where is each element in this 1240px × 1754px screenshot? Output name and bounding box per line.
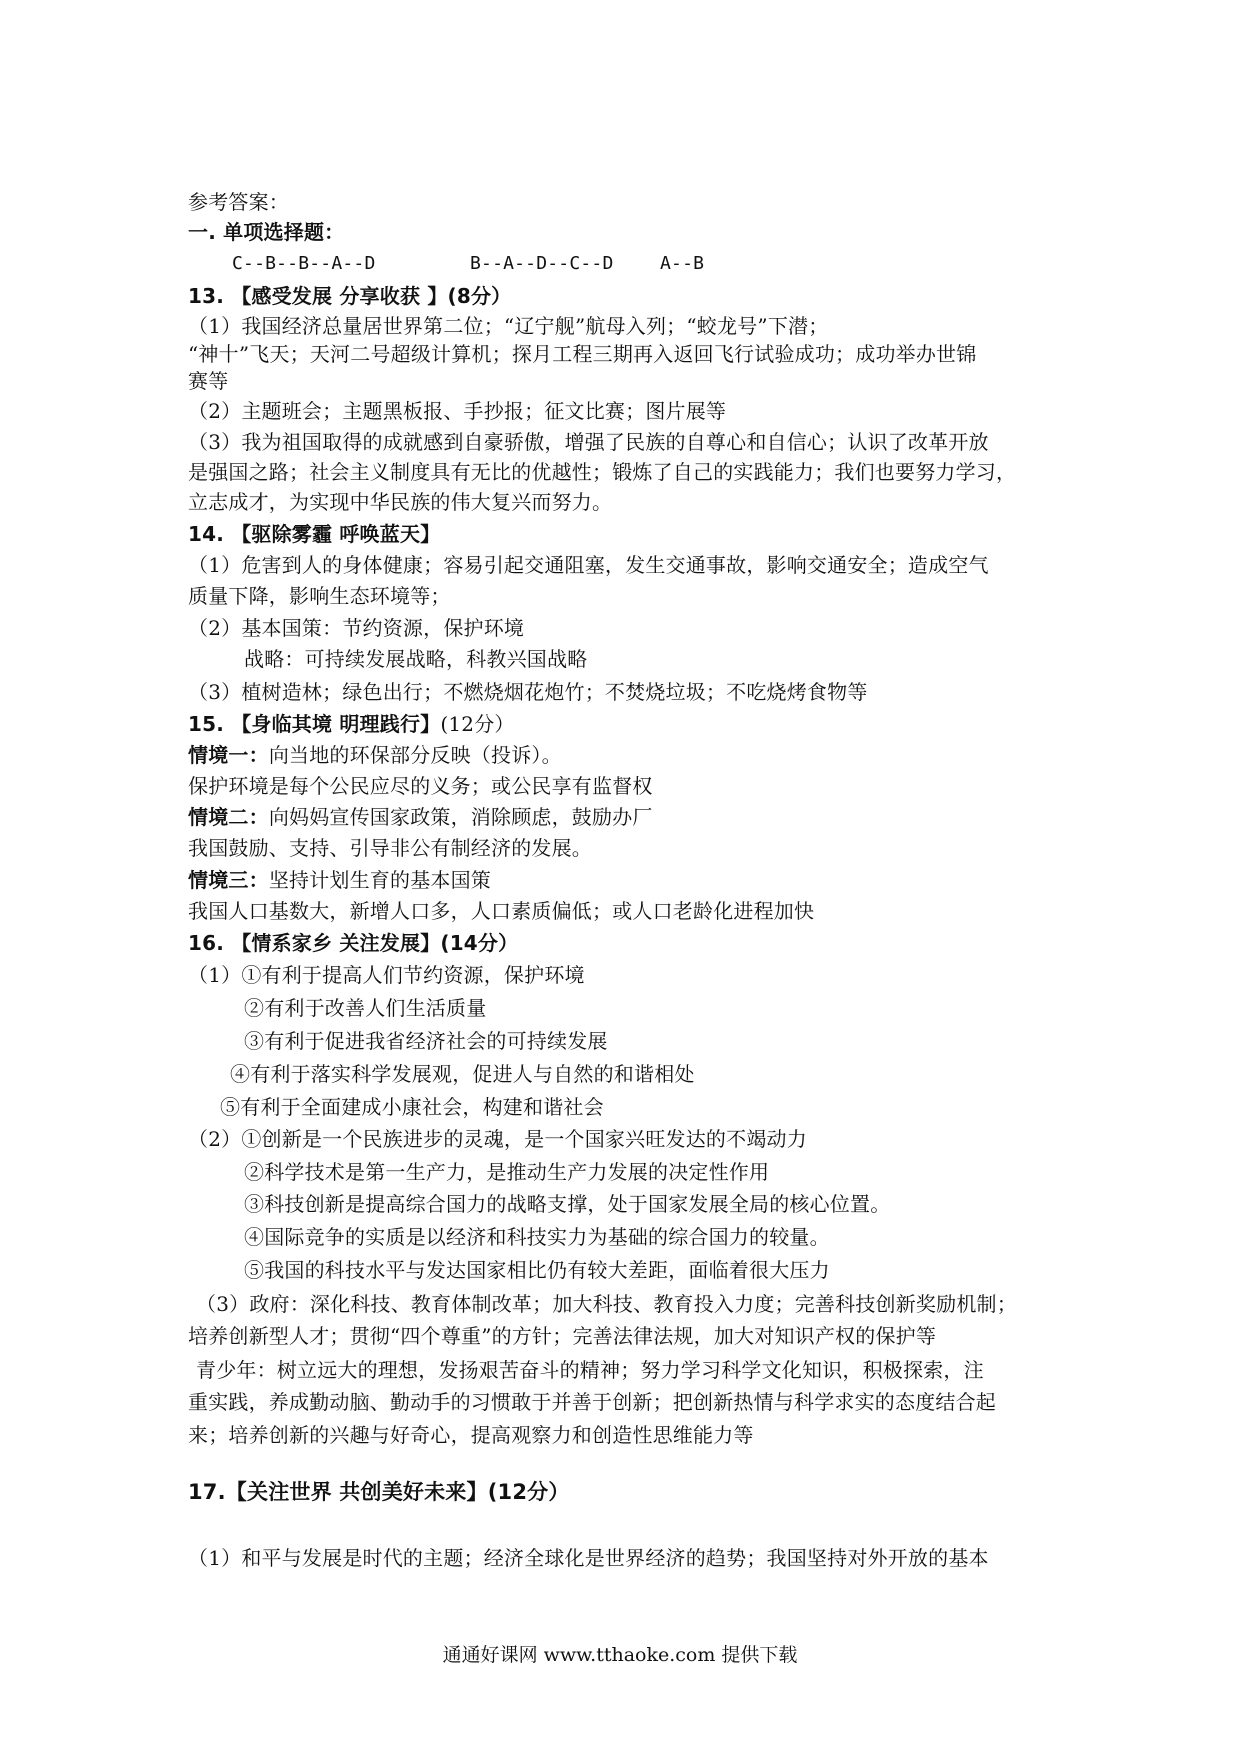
q13-line-1: （1）我国经济总量居世界第二位；“辽宁舰”航母入列；“蛟龙号”下潜； [188,314,829,338]
mc-answers-3: A--B [660,253,705,274]
section-1-title: 一. 单项选择题： [188,220,345,244]
q15-case-2-text: 向妈妈宣传国家政策，消除顾虑，鼓励办厂 [268,805,653,829]
q15-case-3-text: 坚持计划生育的基本国策 [268,868,492,892]
q16-p1-3: ③有利于促进我省经济社会的可持续发展 [244,1029,608,1053]
q13-line-4: （2）主题班会；主题黑板报、手抄报；征文比赛；图片展等 [188,399,727,423]
q16-p3-5: 来；培养创新的兴趣与好奇心，提高观察力和创造性思维能力等 [188,1423,754,1447]
q15-case-2 [188,803,653,831]
q16-p1-1: （1）①有利于提高人们节约资源，保护环境 [188,963,585,987]
q15-title-line [188,710,515,738]
q16-p1-5: ⑤有利于全面建成小康社会，构建和谐社会 [220,1095,604,1119]
q15-case-1-answer: 保护环境是每个公民应尽的义务；或公民享有监督权 [188,774,653,798]
q14-title: 14. 【驱除雾霾 呼唤蓝天】 [188,522,441,546]
q15-case-3 [188,866,491,894]
q16-p3-3: 青少年：树立远大的理想，发扬艰苦奋斗的精神；努力学习科学文化知识，积极探索，注 [196,1358,984,1382]
mc-answers-2: B--A--D--C--D [470,253,614,274]
q16-p2-4: ④国际竞争的实质是以经济和科技实力为基础的综合国力的较量。 [244,1225,830,1249]
q16-p2-3: ③科技创新是提高综合国力的战略支撑，处于国家发展全局的核心位置。 [244,1192,891,1216]
q13-title: 13. 【感受发展 分享收获 】(8分） [188,284,512,308]
q16-p3-1: （3）政府：深化科技、教育体制改革；加大科技、教育投入力度；完善科技创新奖励机制； [196,1292,1017,1316]
q13-line-2: “神十”飞天；天河二号超级计算机；探月工程三期再入返回飞行试验成功；成功举办世锦 [188,342,977,366]
footer-watermark: 通通好课网 www.tthaoke.com 提供下载 [442,1644,798,1666]
q14-line-1: （1）危害到人的身体健康；容易引起交通阻塞，发生交通事故，影响交通安全；造成空气 [188,553,989,577]
q15-case-2-answer: 我国鼓励、支持、引导非公有制经济的发展。 [188,836,592,860]
q16-p1-2: ②有利于改善人们生活质量 [244,996,487,1020]
q15-case-1-label: 情境一： [188,743,269,767]
q15-case-3-answer: 我国人口基数大，新增人口多，人口素质偏低；或人口老龄化进程加快 [188,899,815,923]
intro-line: 参考答案： [188,190,289,214]
q17-title: 17.【关注世界 共创美好未来】(12分） [188,1480,570,1504]
q16-p2-1: （2）①创新是一个民族进步的灵魂，是一个国家兴旺发达的不竭动力 [188,1127,807,1151]
q13-line-7: 立志成才，为实现中华民族的伟大复兴而努力。 [188,490,613,514]
q16-p1-4: ④有利于落实科学发展观，促进人与自然的和谐相处 [230,1062,695,1086]
q13-line-3: 赛等 [188,369,229,393]
q16-p3-2: 培养创新型人才；贯彻“四个尊重”的方针；完善法律法规，加大对知识产权的保护等 [188,1324,937,1348]
q16-p3-4: 重实践，养成勤动脑、勤动手的习惯敢于并善于创新；把创新热情与科学求实的态度结合起 [188,1390,996,1414]
q16-p2-5: ⑤我国的科技水平与发达国家相比仍有较大差距，面临着很大压力 [244,1258,830,1282]
mc-answers-1: C--B--B--A--D [232,253,376,274]
q14-line-2: 质量下降，影响生态环境等； [188,584,451,608]
q15-case-2-label: 情境二： [188,805,269,829]
q15-score: (12分） [440,712,515,736]
q13-line-6: 是强国之路；社会主义制度具有无比的优越性；锻炼了自己的实践能力；我们也要努力学习， [188,460,1017,484]
q15-case-1 [188,741,562,769]
q14-line-3: （2）基本国策：节约资源，保护环境 [188,616,525,640]
q17-line-1: （1）和平与发展是时代的主题；经济全球化是世界经济的趋势；我国坚持对外开放的基本 [188,1546,989,1570]
q13-line-5: （3）我为祖国取得的成就感到自豪骄傲，增强了民族的自尊心和自信心；认识了改革开放 [188,430,989,454]
q15-case-3-label: 情境三： [188,868,269,892]
q15-case-1-text: 向当地的环保部分反映（投诉）。 [268,743,562,767]
q16-title: 16. 【情系家乡 关注发展】(14分） [188,931,519,955]
q14-line-5: （3）植树造林；绿色出行；不燃烧烟花炮竹；不焚烧垃圾；不吃烧烤食物等 [188,680,868,704]
q14-line-4: 战略：可持续发展战略，科教兴国战略 [244,647,588,671]
q16-p2-2: ②科学技术是第一生产力，是推动生产力发展的决定性作用 [244,1160,770,1184]
q15-title: 15. 【身临其境 明理践行】 [188,712,441,736]
